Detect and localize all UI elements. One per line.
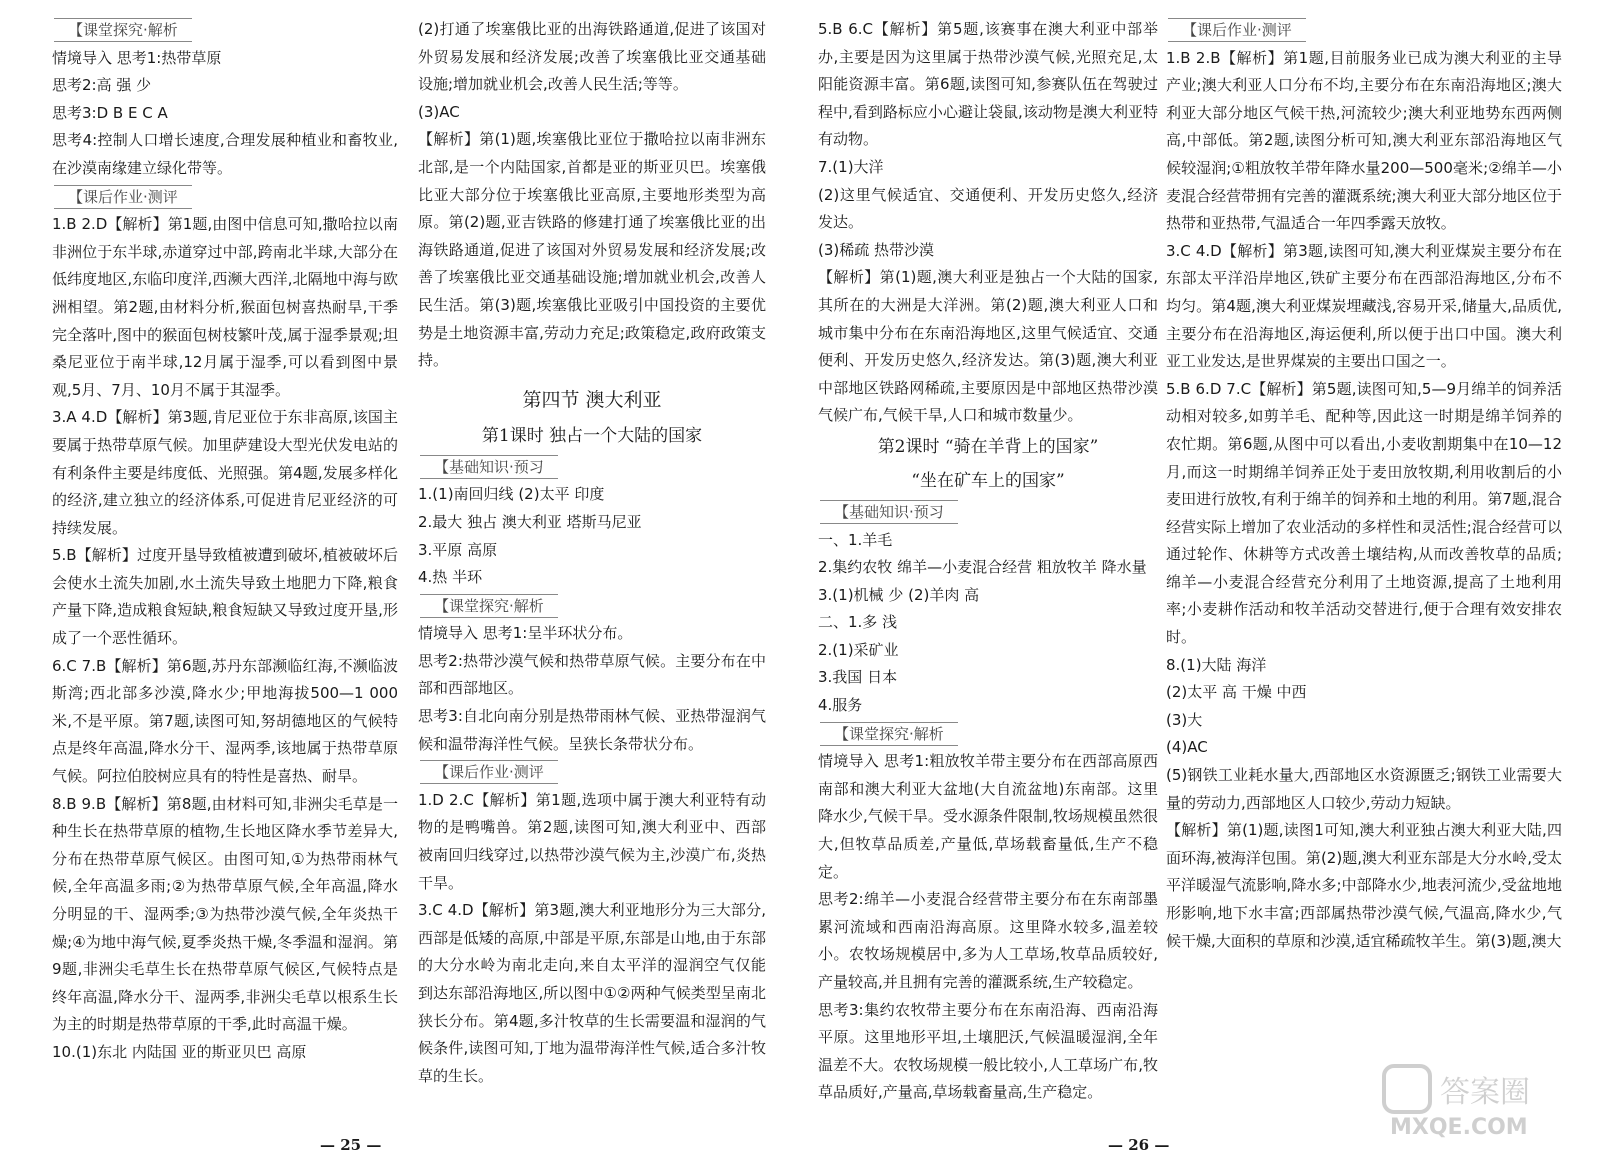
lesson-title: “坐在矿车上的国家” xyxy=(911,470,1065,491)
answer-paragraph: 3.我国 日本 xyxy=(818,668,898,687)
column-3 xyxy=(818,16,1158,1107)
answer-paragraph: (3)稀疏 热带沙漠 xyxy=(818,240,935,259)
answer-paragraph: (5)钢铁工业耗水量大,西部地区水资源匮乏;钢铁工业需要大量的劳动力,西部地区人口较少,劳动力短缺。 xyxy=(1166,766,1562,812)
answer-paragraph: 5.B 6.D 7.C【解析】第5题,读图可知,5—9月绵羊的饲养活动相对较多,如剪羊毛、配种等,因此这一时期是绵羊饲养的农忙期。第6题,从图中可以看出,小麦收割期集中在10—12月,而这一时期绵羊饲养正处于麦田放牧期,利用收割后的小麦田进行放牧,有利于绵羊的饲养和土地的利用。第7题,混合经营实际上增加了农业活动的多样性和灵活性;混合经营可以通过轮作、休耕等方式改善土壤结构,从而改善牧草的品质;绵羊—小麦混合经营充分利用了土地资源,提高了土地利用率;小麦耕作活动和牧羊活动交替进行,便于合理有效安排农时。 xyxy=(1166,379,1562,647)
answer-paragraph: 10.(1)东北 内陆国 亚的斯亚贝巴 高原 xyxy=(52,1042,307,1061)
answer-paragraph: 一、1.羊毛 xyxy=(818,530,893,549)
answer-paragraph: (4)AC xyxy=(1166,738,1208,757)
answer-paragraph: 情境导入 思考1:粗放牧羊带主要分布在西部高原西南部和澳大利亚大盆地(大自流盆地)东南部。这里降水少,气候干旱。受水源条件限制,牧场规模虽然很大,但牧草品质差,产量低,草场载畜量低,生产不稳定。 xyxy=(818,752,1158,881)
answer-paragraph: 4.热 半环 xyxy=(418,568,483,587)
section-heading: 【课后作业·测评 xyxy=(1168,18,1306,42)
section-heading-row xyxy=(1166,16,1562,45)
answer-paragraph: 【解析】第(1)题,读图1可知,澳大利亚独占澳大利亚大陆,四面环海,被海洋包围。第(2)题,澳大利亚东部是大分水岭,受太平洋暖湿气流影响,降水多;中部降水少,地表河流少,受盆地地形影响,地下水丰富;西部属热带沙漠气候,气温高,降水少,气候干燥,大面积的草原和沙漠,适宜稀疏牧羊生。第(3)题,澳大 xyxy=(1166,821,1562,950)
answer-paragraph: 思考2:高 强 少 xyxy=(52,76,152,95)
answer-paragraph: 5.B 6.C【解析】第5题,该赛事在澳大利亚中部举办,主要是因为这里属于热带沙漠气候,光照充足,太阳能资源丰富。第6题,读图可知,参赛队伍在驾驶过程中,看到路标应小心避让袋鼠,该动物是澳大利亚特有动物。 xyxy=(818,20,1158,149)
answer-paragraph: (2)太平 高 干燥 中西 xyxy=(1166,683,1307,702)
section-heading-row xyxy=(52,183,398,212)
section-heading: 【基础知识·预习 xyxy=(420,455,558,479)
section-heading: 【课堂探究·解析 xyxy=(820,722,958,746)
answer-paragraph: 思考4:控制人口增长速度,合理发展种植业和畜牧业,在沙漠南缘建立绿化带等。 xyxy=(52,131,398,177)
answer-paragraph: 3.C 4.D【解析】第3题,读图可知,澳大利亚煤炭主要分布在东部太平洋沿岸地区,铁矿主要分布在西部沿海地区,分布不均匀。第4题,澳大利亚煤炭埋藏浅,容易开采,储量大,品质优,主要分布在沿海地区,海运便利,所以便于出口中国。澳大利亚工业发达,是世界煤炭的主要出口国之一。 xyxy=(1166,241,1562,371)
answer-paragraph: 思考2:热带沙漠气候和热带草原气候。主要分布在中部和西部地区。 xyxy=(418,651,766,698)
answer-paragraph: 8.B 9.B【解析】第8题,由材料可知,非洲尖毛草是一种生长在热带草原的植物,生长地区降水季节差异大,分布在热带草原气候区。由图可知,①为热带雨林气候,全年高温多雨;②为热带草原气候,全年高温,降水分明显的干、湿两季;③为热带沙漠气候,全年炎热干燥;④为地中海气候,夏季炎热干燥,冬季温和湿润。第9题,非洲尖毛草生长在热带草原气候区,气候特点是终年高温,降水分干、湿两季,非洲尖毛草以根系生长为主的时期是热带草原的干季,此时高温干燥。 xyxy=(52,794,398,1034)
answer-paragraph: 思考3:自北向南分别是热带雨林气候、亚热带湿润气候和温带海洋性气候。呈狭长条带状分布。 xyxy=(418,707,766,753)
answer-paragraph: 1.B 2.D【解析】第1题,由图中信息可知,撒哈拉以南非洲位于东半球,赤道穿过中部,跨南北半球,大部分在低纬度地区,东临印度洋,西濒大西洋,北隔地中海与欧洲相望。第2题,由材料分析,猴面包树喜热耐旱,干季完全落叶,图中的猴面包树枝繁叶茂,属于湿季景观;坦桑尼亚位于南半球,12月属于湿季,可以看到图中景观,5月、7月、10月不属于其湿季。 xyxy=(52,215,398,399)
section-heading: 【基础知识·预习 xyxy=(820,500,958,524)
lesson-title: 第2课时 “骑在羊背上的国家” xyxy=(877,436,1099,457)
column-4 xyxy=(1166,16,1562,955)
page-number-left: — 25 — xyxy=(320,1136,382,1154)
answer-paragraph: 6.C 7.B【解析】第6题,苏丹东部濒临红海,不濒临波斯湾;西北部多沙漠,降水少;甲地海拔500—1 000米,不是平原。第7题,读图可知,努胡德地区的气候特点是终年高温,降水分干、湿两季,该地属于热带草原气候。阿拉伯胶树应具有的特性是喜热、耐旱。 xyxy=(52,656,398,786)
answer-paragraph: 3.A 4.D【解析】第3题,肯尼亚位于东非高原,该国主要属于热带草原气候。加里萨建设大型光伏发电站的有利条件主要是纬度低、光照强。第4题,发展多样化的经济,建立独立的经济体系,可促进肯尼亚经济的可持续发展。 xyxy=(52,408,398,537)
column-1 xyxy=(52,16,398,1067)
section-heading: 【课堂探究·解析 xyxy=(420,594,558,618)
answer-paragraph: 情境导入 思考1:热带草原 xyxy=(52,48,222,67)
section-heading-row xyxy=(418,758,766,787)
answer-paragraph: 1.(1)南回归线 (2)太平 印度 xyxy=(418,485,605,504)
watermark-logo xyxy=(1380,1062,1560,1142)
answer-paragraph: 1.D 2.C【解析】第1题,选项中属于澳大利亚特有动物的是鸭嘴兽。第2题,读图可知,澳大利亚中、西部被南回归线穿过,以热带沙漠气候为主,沙漠广布,炎热干旱。 xyxy=(418,790,766,892)
answer-paragraph: 思考3:D B E C A xyxy=(52,103,168,122)
section-heading-row xyxy=(818,498,1158,527)
answer-paragraph: 情境导入 思考1:呈半环状分布。 xyxy=(418,624,633,643)
answer-paragraph: 2.(1)采矿业 xyxy=(818,640,899,659)
column-2 xyxy=(418,16,766,1090)
watermark-text-2: MXQE.COM xyxy=(1390,1115,1528,1140)
answer-paragraph: 【解析】第(1)题,澳大利亚是独占一个大陆的国家,其所在的大洲是大洋洲。第(2)题,澳大利亚人口和城市集中分布在东南沿海地区,这里气候适宜、交通便利、开发历史悠久,经济发达。第(3)题,澳大利亚中部地区铁路网稀疏,主要原因是中部地区热带沙漠气候广布,气候干旱,人口和城市数量少。 xyxy=(818,268,1158,425)
answer-paragraph: 思考3:集约农牧带主要分布在东南沿海、西南沿海平原。这里地形平坦,土壤肥沃,气候温暖湿润,全年温差不大。农牧场规模一般比较小,人工草场广布,牧草品质好,产量高,草场载畜量高,生产稳定。 xyxy=(818,1000,1158,1102)
answer-paragraph: 思考2:绵羊—小麦混合经营带主要分布在东南部墨累河流域和西南沿海高原。这里降水较多,温差较小。农牧场规模居中,多为人工草场,牧草品质较好,产量较高,并且拥有完善的灌溉系统,生产较稳定。 xyxy=(818,890,1158,991)
section-heading: 【课后作业·测评 xyxy=(54,185,192,209)
answer-paragraph: (2)打通了埃塞俄比亚的出海铁路通道,促进了该国对外贸易发展和经济发展;改善了埃塞俄比亚交通基础设施;增加就业机会,改善人民生活;等等。 xyxy=(418,20,766,94)
answer-paragraph: 3.C 4.D【解析】第3题,澳大利亚地形分为三大部分,西部是低矮的高原,中部是平原,东部是山地,由于东部的大分水岭为南北走向,来自太平洋的湿润空气仅能到达东部沿海地区,所以图中①②两种气候类型呈南北狭长分布。第4题,多汁牧草的生长需要温和湿润的气候条件,读图可知,丁地为温带海洋性气候,适合多汁牧草的生长。 xyxy=(418,901,766,1085)
answer-paragraph: 8.(1)大陆 海洋 xyxy=(1166,655,1267,674)
answer-paragraph: 二、1.多 浅 xyxy=(818,613,898,632)
answer-paragraph: 2.最大 独占 澳大利亚 塔斯马尼亚 xyxy=(418,512,642,531)
answer-paragraph: 5.B【解析】过度开垦导致植被遭到破坏,植被破坏后会使水土流失加剧,水土流失导致土地肥力下降,粮食产量下降,造成粮食短缺,粮食短缺又导致过度开垦,形成了一个恶性循环。 xyxy=(52,546,398,648)
section-heading-row xyxy=(818,720,1158,749)
answer-paragraph: 7.(1)大洋 xyxy=(818,157,884,176)
chapter-title: 第四节 澳大利亚 xyxy=(522,388,662,411)
answer-paragraph: (2)这里气候适宜、交通便利、开发历史悠久,经济发达。 xyxy=(818,185,1158,232)
answer-paragraph: (3)AC xyxy=(418,102,460,121)
section-heading-row xyxy=(52,16,398,45)
page-number-right: — 26 — xyxy=(1108,1136,1170,1154)
lesson-title: 第1课时 独占一个大陆的国家 xyxy=(481,425,703,446)
section-heading: 【课后作业·测评 xyxy=(420,760,558,784)
answer-paragraph: 3.(1)机械 少 (2)羊肉 高 xyxy=(818,585,980,604)
answer-paragraph: 4.服务 xyxy=(818,696,863,715)
watermark-text-1: 答案圈 xyxy=(1440,1075,1530,1110)
section-heading-row xyxy=(418,453,766,482)
section-heading: 【课堂探究·解析 xyxy=(54,18,192,42)
section-heading-row xyxy=(418,592,766,621)
answer-paragraph: 1.B 2.B【解析】第1题,目前服务业已成为澳大利亚的主导产业;澳大利亚人口分布不均,主要分布在东南沿海地区;澳大利亚大部分地区气候干热,河流较少;澳大利亚地势东西两侧高,中部低。第2题,读图分析可知,澳大利亚东部沿海地区气候较湿润;①粗放牧羊带年降水量200—500毫米;②绵羊—小麦混合经营带拥有完善的灌溉系统;澳大利亚大部分地区位于热带和亚热带,气温适合一年四季露天放牧。 xyxy=(1166,48,1562,233)
answer-paragraph: 3.平原 高原 xyxy=(418,540,498,559)
answer-paragraph: (3)大 xyxy=(1166,710,1203,729)
answer-paragraph: 【解析】第(1)题,埃塞俄比亚位于撒哈拉以南非洲东北部,是一个内陆国家,首都是亚的斯亚贝巴。埃塞俄比亚大部分位于埃塞俄比亚高原,主要地形类型为高原。第(2)题,亚吉铁路的修建打通了埃塞俄比亚的出海铁路通道,促进了该国对外贸易发展和经济发展;改善了埃塞俄比亚交通基础设施;增加就业机会,改善人民生活。第(3)题,埃塞俄比亚吸引中国投资的主要优势是土地资源丰富,劳动力充足;政策稳定,政府政策支持。 xyxy=(418,130,766,370)
answer-paragraph: 2.集约农牧 绵羊—小麦混合经营 粗放牧羊 降水量 xyxy=(818,558,1147,577)
